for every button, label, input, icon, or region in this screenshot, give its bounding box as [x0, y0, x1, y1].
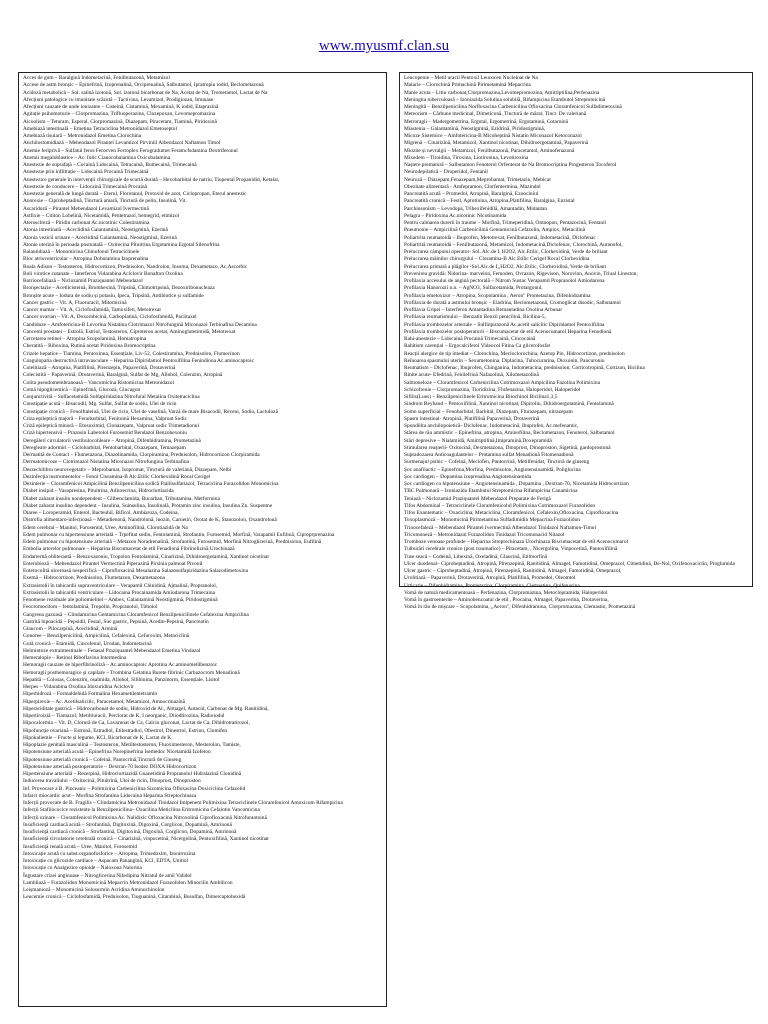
drug-index-entry: Salmoneloze – Cloramfenicol Carbenicilina Cotrimoxazol Ampicilina Fazolina Polimixina: [404, 379, 600, 386]
drug-index-entry: Diabet insipid – Vasopresina, Pituitrina, Adiurecrina, Hidroclortiazida: [23, 488, 174, 495]
drug-index-entry: Stimularea reașterii- Oxitocină, Dexmetazona, Dinoprost, Dinoproston, Sigetină, gardoprostonă: [404, 444, 611, 451]
drug-index-entry: Crizele hepatice – Tiamina, Pentoxinna, Essențiale, Liv-52, Colestiramina, Prednisolon, Flumecinon: [23, 350, 240, 357]
drug-index-entry: Constipație cronică – Fenolftaleină, Ulei de ricin, Ulei de vaselină, Varză de mare Bisacodil, Reveni, Sodiu, Lactuloză: [23, 408, 278, 415]
drug-index-entry: Neuroză – Diazepam,Fenazepam,Meprobamat, Trimetazin, Mebicar: [404, 176, 551, 183]
drug-index-entry: Prelucrarea mâinilor chirurgului – Cloramina-B Alc.Etilic Cerigel Rocal Clorhexidina: [404, 256, 590, 263]
drug-index-entry: Pneumonie – Ampicilină Carbenicilină Gentamicină Cefazolin, Ampiox, Metacilină: [404, 227, 585, 234]
drug-index-entry: Șoc cardiogen cu hipotensiune – Angiotensinamida , Dopamina , Dextran-70, Nicetamida Hidrocortizon: [404, 481, 629, 487]
drug-index-entry: Ulcer gastric – Ciproheptadină, Atropină, Pirenzepină, Ranitidină, Almagel, Famotidină, Omeprazol,: [404, 568, 622, 574]
drug-index-entry: Diabet zaharat insulino dependent – Insulina, Suinsulina, Insulinală, Protamin zinc insulina, Insulina Zn. Suspentne: [23, 502, 273, 509]
drug-index-entry: Toxoplasmoză – Monomicină Pirimetamina Sulfadimidin Mepacrina Furazolidon: [404, 517, 580, 524]
drug-index-entry: Alcoolism – Teturam, Esperal, Clorpromazină, Diazepam, Piracetam, Tiamină, Piridoxină: [23, 118, 217, 125]
drug-index-entry: Herpes – Vidarabina Oxolina Idoxuridina Aciclovir: [23, 684, 134, 690]
drug-index-entry: Coagulopatia destructivă intravasculare – Heparina Dipiridamol Pentoxifilina Fenindiona Ac.aminocaproic: [23, 357, 254, 364]
drug-index-entry: Aterosclreză – Piridin carbonat Ac.nicotinic Colestiramina: [23, 220, 150, 226]
drug-index-entry: Tulburări cerebrale cronice (post traumatice) – Piracetam, , Nicergolina, Vinpocetină, Pantoxifilină: [404, 546, 618, 553]
drug-index-entry: Enterobioză – Mebendazol Pirantel Vermectină Piperazină Pirsinia palmoat Pivonil: [23, 560, 203, 567]
drug-index-entry: Anestezie prin infiltrație – Lidocaină Procaină Trimecaină: [23, 169, 149, 176]
drug-index-entry: Bronșectazie – Acetilcisteină, Bromhexină, Tripsină, Chimotripsină, Dezoxiribonucleaza: [23, 285, 215, 292]
drug-index-entry: Fenomene reziduale ale poliomielitei – Ambex, Galantamină Neostigmină, Piridostigmină: [23, 597, 218, 603]
drug-index-entry: Comă hipoglicemică – Epinefrină, Glucoză, Glucagon: [23, 386, 141, 393]
drug-index-entry: Diaree – Loroperamid, Enterol, Bacteubil, Bificol, Ambiaroza, Codeina,: [23, 510, 179, 516]
drug-index-entry: Anestezice generale în intervenții chirurgicale de scurtă durată – Hexobarbital de natriu, Tiopental Propanidid, Ketalar,: [23, 176, 280, 183]
drug-index-entry: Miozite și nevralgii – Metamizol, Fenilbutazonă, Paracetamol, Aminofenazonă: [404, 147, 575, 154]
drug-index-entry: Leucopenie – Metil uracil Pentoxil Leucocen Nucleinat de Na: [404, 75, 538, 81]
drug-index-entry: Hemoragii posthemoragice și capilare – Trombina Gelatina Burete fibrinic Carbazocrom Menadionă: [23, 669, 240, 676]
drug-index-entry: Obezitate alimentară - Amfepramon, Clorfentermina, Mazindol: [404, 183, 541, 190]
drug-index-entry: Ascaridoză – Pirantel Mebendazol Levamizol Ivermectină: [23, 205, 149, 212]
drug-index-entry: Candidoze – Amfotericina-B Levorina Nistatina Clotrimazol Nitrofungină Miconazol Terbinafina Decamina: [23, 321, 257, 328]
drug-index-entry: Naștere prematură – Salbutamon Fenoterol Orfenterat de Na Bromocriptina Progesteron Tocoferol: [404, 162, 617, 168]
drug-index-entry: Hipotensiune arterială cronică – Cofeină, Pantocrină,Tinctură de Ginseng: [23, 756, 182, 763]
drug-index-entry: Rahitism carențial – Ergocalciferol Videocol Fitina Ca glicerofosfat: [404, 343, 551, 350]
drug-index-entry: Cancer gastric – Vit. A, Fluoruracil, Mitomicină: [23, 299, 127, 306]
drug-index-entry: Intoxicație cu Analgezice opioide – Naloxona Nalorina: [23, 865, 142, 872]
drug-index-entry: Acidoză metabolică – Sol. salină izotonă, Sol. izotonă bicarbonat de Na, Acetat de Na, Trometamol, Lactat de Na: [23, 89, 268, 96]
drug-index-entry: Infecții urinare – Cloramfenicol Polimixina Ac. Nalidixic Ofloxacina Nitroxolină Ciprofloxacină Nitrofurantoină: [23, 814, 267, 821]
drug-index-entry: Acces de gutn – Baralgină Indometacină, Fenilbutazonă, Metamizol: [23, 75, 170, 81]
drug-index-entry: Leișmanioză – Monomicină Solusurmin Acridina Aminochinolon: [23, 887, 165, 893]
drug-index-entry: Șoc anafilactic – Epinefrina,Morfina, Prednisolon, Angiotensinamidă, Poliglucina: [404, 466, 581, 473]
drug-index-entry: Surmenajul psihic – Cofeină, Meclofen, Pantocrină, Metilfenidat, Tinctură de ginseng: [404, 459, 590, 466]
drug-index-entry: Dezinterie – Cloramfenicol Ampicilină Benzilpenicilina sodică Ftalilsulfatiazol, Tetraciclina Furazolidon Monomicina: [23, 481, 279, 487]
drug-index-entry: Botriocefaliază – Niclozamid Praziquantel Mebendazol: [23, 278, 143, 284]
drug-index-entry: Stări depresive – Nialamidă, Amitriptilină,Imipramină,Doxepramidă: [404, 437, 552, 444]
right-drug-index-column: [399, 72, 753, 611]
drug-index-entry: Criză epileptică minoră – Etosuximid, Clonazepam, Valproat sodic Trimetadionul: [23, 423, 199, 429]
drug-index-entry: Criză hipertensivă – Prazosin Labetolol Furosemid Bendazol Benzohexoniu: [23, 430, 187, 437]
drug-index-entry: Profilaxia trombozelor postoperatorii – Biscumacetat de etil Acenocumarol Heparina Fenodionă: [404, 328, 612, 335]
drug-index-entry: Hepatită – Colosas, Colenzim, osalmida, Allohol, Silibinina, Panzinorm, Essențiale, Lisitol: [23, 676, 220, 683]
drug-index-entry: Cancer mamar – Vit. A, Ciclofosfamidă, Tamoxifen, Metotrexat: [23, 307, 161, 313]
drug-index-entry: Distrofia alimentaro-infecțioasă – Metadienonă, Nandrolonă, inozin, Carnetin, Orotat de K, Stanozolon, Oxandrolonă: [23, 517, 277, 524]
drug-index-entry: Pancreatită acută – Promedol, Atropină, Baralgină, Ezoociniul: [404, 191, 539, 197]
drug-index-entry: Reumatism – Diclofenac, Ibuprofen, Chinganina, Indometacina, prednisolon, Corticotropină, Cortizon, Bicilina: [404, 365, 645, 371]
drug-index-entry: Bronșite acute – Iodura de sodiu și potasiu, Ipeca, Tripsină, Antibiotice și sulfamide: [23, 292, 204, 299]
drug-index-entry: Prevenirea gravidă: Nidorina- marvelon, Femoden, Ovrazon, Rigevison, Norovlon, Anovin, Triual Lineston,: [404, 270, 638, 277]
drug-index-entry: Prelucrarea câmpului operator- Sol. Alc.de I, H2O2, Alc.Etilic, Clorhexidină, Verde de briliant: [404, 249, 608, 255]
drug-index-entry: Anestezie de suprafață – Cocaină Lidocaină, Tetracaină, Bumecaină, Trimecaină: [23, 162, 197, 168]
drug-index-entry: Stărea de rău ammistic – Epinefrina, atropina, Aminofilina, Beclometazon, Fenoterol, Salbutamol: [404, 430, 615, 437]
drug-index-entry: Edem cerebral – Manitol, Furosemid, Uree, Aminofilină, Clorotiazidă de Na: [23, 524, 188, 531]
drug-index-entry: Accese de astm bronșic – Epinefrină, Izoprenalină, Orciprenalină, Salbutamol, Ipratropiu iodid, Beclometazonă: [23, 82, 264, 89]
drug-index-entry: Profilaxia Gripei – Interferon Amantadina Remantadina Oxolina Arbunar: [404, 307, 563, 313]
drug-index-entry: Atonia intestinală – Aceclidină Galantamină, Neostigmină, Ezerină: [23, 227, 168, 234]
drug-index-entry: Extrasistolii în tahicardii supraventriculare – Verapamil Chinidină, Ajmalină, Propranolol,: [23, 582, 218, 589]
drug-index-entry: Tifos Abdominal – Tetraciclinele Cloramfenicolul Polimixina Cotrimoxazol Furazolidon: [404, 502, 596, 509]
drug-index-entry: Embolia arterelor pulmonare – Heparina Biscumacetat de etil Fenadionă Fibrinolizină Urochinază: [23, 546, 235, 553]
drug-index-entry: Prelucrarea primară a plăgilor -Sol.Alc.de I,,H2O2, Alc.Etilic, Clorhexidină, Verde de briliant: [404, 263, 606, 270]
drug-index-entry: Profilaxia accesului de angină pectorală – Nitrom Sustac Verapamil Propranolol Amiodarona: [404, 278, 605, 284]
left-drug-index-column: [18, 72, 387, 1007]
drug-index-entry: Infecții Stafilococice rezistente la Benzilpenicilina– Oxacilina Meticilina Eritromicina Cefalotin Vancomicina: [23, 807, 260, 814]
drug-index-entry: Afecțiuni cauzate de unde ionizante – Cisteină, Cistamină, Mexamină, K iodid, Etaprazină: [23, 104, 219, 110]
drug-index-entry: Cercetarea retinei – Atropina Scopolamină, Homatropina: [23, 336, 147, 342]
drug-index-entry: Hemeralopie – Retinol Riboflavina Intermedina: [23, 655, 127, 661]
drug-index-entry: Anestezie de conducere – Lidocaină Trimecaină Procaină: [23, 183, 147, 190]
drug-index-entry: Profilaxia de durată a astmului bronșic – Eladrina, Beclometazonă, Cromoglicat disodic, Salbutamol: [404, 299, 621, 306]
drug-index-entry: Profilaxia Hanorozii n.n. – AgNO3, Sulfacetamida, Protargonul,: [404, 285, 543, 292]
drug-index-entry: Feocromocitom – fentolamină, Tropolin, Propranolol, Timolol: [23, 604, 158, 611]
drug-index-entry: Teniază – Niclozamid Praziquantel Mebendazol Preparate de Ferigă: [404, 495, 551, 502]
drug-index-entry: Schizofrenie – Clorpromazina, Tioridizina, Flufenazina, Haloperidol, Haloperidol: [404, 386, 581, 393]
drug-index-entry: Edem pulmonar cu hipotensiune arterială – Metazon Noradrenalină, Strofantină, Furosemid, Morfină Nitroglicerină, Prednisolon, Eufilină: [23, 539, 322, 545]
drug-index-entry: Meningita tuberculoasă – Izoniazida Solutina solubilă, Rifampicina Etambutol Streptomicină: [404, 96, 606, 103]
drug-index-entry: Atonie uterină în perioada postnatală – Oxitocina Pituitrina Ergotamina Ergotal Silenofrina: [23, 241, 220, 248]
drug-index-entry: Hipofuncție ovariană – Estronă, Estradiol, Etilestradiol, Obestrol, Dinestrol, Estrion, Clomifen: [23, 727, 228, 734]
drug-index-entry: Vomă de natură medicamentoasă – Perfenazina, Clorpromazina, Metoclopramida, Haloperidol: [404, 589, 608, 596]
drug-index-entry: Conjunctivită – Sulfacetamidă Sulfapiridazina Nitrofural Metalina Oxitetraciclina: [23, 394, 200, 400]
drug-index-entry: Deszechilibru neurovegetativ – Meprobamat, Isopromat, Tinctură de valeriană, Diazepam, Nelbi: [23, 466, 232, 473]
drug-index-entry: Cancer ovarian – Vit. A, Doxorubicină, Carboplatină, Ciclofosfamidă, Paclitaxel: [23, 314, 197, 321]
drug-index-entry: Vomă în gastroenterite – Aminobenzoatul de etil , Procaina, Almagel, Papaverina, Drotaverina,: [404, 597, 609, 603]
drug-index-entry: Insuficiență cardiacă cronică – Strofantină, Digitoxină, Digoxină, Corglicon, Dopamină, Amrinonă: [23, 829, 237, 835]
drug-index-entry: Spondilita anchilopoietică- Diclofenac, Indometacină, Ibuprofen, Ac.mefenamic,: [404, 423, 579, 429]
drug-index-entry: Intoxicație acută cu subst.organofosforice – Atropina, Trimedoxim, Izonitrozina: [23, 850, 196, 857]
drug-index-entry: Hiperpirexie – Ac. Acetilsalicilic, Paracetamol, Metamizol, Amnocrinazină: [23, 698, 185, 705]
drug-index-entry: Enterocolită ulceroasă nespecifică – Ciprofloxacină Mesalazina Salazosulfapiridazina Salazodimetoxina: [23, 568, 248, 574]
drug-index-entry: Afecțiuni patologice cu imunitate scăzută – Tactivina, Levamizol, Prodigiozan, Imunase: [23, 96, 214, 103]
drug-index-entry: Malarie – Clorochină Primachină Pirimetamină Mepacrina: [404, 82, 531, 89]
drug-index-entry: Neurodepilatică – Droperidol, Fentanil: [404, 169, 488, 176]
drug-index-entry: Anorexie – Ciproheptadină, Tinctură amară, Tinctură de pelin, Insulină, Vit.: [23, 198, 187, 205]
drug-index-entry: Meningită – Benzilpenicilina Norfloxacina Carbenicilina Ofloxacina Cloramfenicol Sulfadimetoxină: [404, 104, 622, 110]
drug-index-entry: TBC Pulmonară – Izoniazida Etambutol Streptomicina Rifampicina Canamicina: [404, 488, 578, 495]
drug-index-entry: Reînoarea spasmului uterin – Sexumetonina, Diplacina, Tubocurarina, Dioxonin, Pancuroniu: [404, 357, 605, 364]
drug-index-entry: Hiperhidroză – Formaldehidă Formalina Hexametilentetramin: [23, 691, 158, 698]
drug-index-entry: Poliartrita reumatoidă – Ibuprofen, Metotrexat, Fenilbutazonă, Indometacină, Diclofenac: [404, 234, 596, 241]
drug-index-entry: Amebiază tisulară – Metronidazol Emetina Clorochina: [23, 133, 142, 139]
drug-index-entry: Bloc atrioventricular – Atropina Dobutamina Izoprenalina: [23, 256, 149, 263]
drug-index-entry: Hipertiroiziă – Tiamazol, Metiltiuracil, Perclorat de K, I neorganic, Diiodtirozina, Radioiodul: [23, 713, 225, 719]
drug-index-entry: Infarct miocardic acut – Morfina Strofantina Lidocaina Heparina Streptochinaza: [23, 792, 197, 799]
drug-index-entry: Helmintoze extraintestinale – Fenasal Praziquantel Mebendazol Emetina Vindazol: [23, 647, 201, 654]
drug-index-entry: Supradozarea Anticoagulantelor – Protamina sulfat Menadionă Fitomenadionă: [404, 452, 574, 458]
drug-index-entry: Agitație psihomotorie – Clorpromazina, Trifluoperazina, Clozepoxan, Levomepromazina: [23, 111, 216, 118]
drug-index-entry: Dermatomicoze – Clotrimazol Nistatina Miconazol Nitrofungina Terbinafina: [23, 459, 189, 466]
drug-index-entry: Inf. Provocare a B. Pioceanic – Polimixina Carbenicilina Sizomicina Ofloxacina Doxiciclina Cefazolid: [23, 785, 246, 792]
drug-index-entry: Exemă – Hidrocortizon, Prednisolon, Flumetazon, Dexametazona: [23, 575, 165, 582]
drug-index-entry: Hipotensiune arterială postoperatorie – Dextran-70 Isodez DOXA Hidrocortizon: [23, 763, 197, 770]
drug-index-entry: Pentru calmarea durerii în traume – Morfină, Trimeperidină, Omnopon, Pentazocină, Fentanil: [404, 220, 607, 226]
drug-index-entry: Manie acuta – Litiu carbonat,Clorpromazina,Levomepromozina, Amitriptilina,Perfenazina: [404, 89, 600, 96]
drug-index-entry: Edem pulmonar cu hipertensiune arterială – Trpefitat sodiu, Fentolamină, Strofantin, Furosemid, Morfină, Varapamil Eufilină, Ciproprprenazina: [23, 531, 335, 538]
drug-index-entry: Boala Adison – Testosteron, Hidrocortizon, Prednisolon, Nandrolon, Insoma, Dexametazo, Ac.Ascorbic: [23, 263, 248, 270]
drug-index-entry: Tricomoneză – Metronidazol Furazolidon Tinidazol Tricomonacid Nitazol: [404, 531, 565, 538]
drug-index-entry: Hemoragii cauzate de hiperfibrinoliză – Ac.aminocaproic Aprotina Ac.aminometilbenzoic: [23, 662, 218, 669]
drug-index-entry: Trinocefaleză – Mebendazol Pirantel Ivermectină Albendazol Tinidazol Naftamon-Timol: [404, 524, 596, 531]
drug-index-entry: Miastenia – Galantamină, Neostigmină, Ezidrină, Piridostigmină,: [404, 125, 546, 132]
drug-index-entry: Metroragii – Madergometrina, Ergotal, Ergometrină, Ergotamină, Cotarnină: [404, 118, 568, 125]
drug-index-entry: Deregăleri circulatorii vestibulocohleare – Atropină, Difenhidramina, Prometazină: [23, 437, 201, 444]
drug-index-entry: Tifos Exantematic – Oxaciclina, Metaciclina, Cloramfenicol, Cefalexin,Ofloxacina, Ciprofloxacina: [404, 510, 619, 516]
drug-index-entry: Colita pseudomembranoasă – Vancomicina Ristomicina Metronidazol: [23, 379, 174, 386]
drug-index-entry: Constipație acută – Bisacodil, Mg. Sulfat, Sulfat de sodiu, Ulei de ricin: [23, 401, 177, 408]
drug-index-entry: Criza epileptică majoră – Fenobarbital, Fenitoină Hexamina, Valproat Sodic: [23, 415, 187, 422]
drug-index-entry: Amebiază intestinală – Emetina Tetraciclina Metronidazol Emetoseptol: [23, 125, 177, 132]
drug-index-entry: Anemie feriprivă – Sulfatul feros Ferocven Ferroplex Ferogradumet Feramcfsdamina Dextriferonul: [23, 147, 238, 154]
drug-index-entry: Atonia vezicii urinare – Aceclidină Galantamină, Neostigmină, Ezerină: [23, 234, 177, 241]
drug-index-entry: Meteorism – Cărbune medicinal, Dimeticonă, Tinctură de mărar, Tinct. De valeriană: [404, 111, 587, 118]
drug-index-entry: Îngustare crizei anginoase – Nitroglicerina Nifedipina Nitratul de amil Validol: [23, 872, 192, 879]
drug-index-entry: Leucemie cronică – Ciclofosfamidă, Prednisolon, Tioguanină, Citarabină, Busulfan, Dimercaptohexidă: [23, 894, 246, 901]
drug-index-entry: Canceml prostatei – Estrolă, Estriol, Testosteron, Ciproteron acetat, Aminoglutetimidă, Metotrexat: [23, 328, 236, 335]
drug-index-entry: Colecistită – Papaverină, Drotaverină, Baralgină, Sulfat de Mg, Allohol, Colenzim, Atropină: [23, 372, 223, 379]
drug-index-entry: Profilaxia emetoxizor – Atropina, Scopolamina , Aeron" Prometazina, Difenhidramina: [404, 292, 591, 299]
drug-index-entry: Diabet zaharat insulin nondependent – Glibenclamida, Bucarban, Tributamina, Metformina: [23, 495, 220, 502]
drug-index-entry: Spasm intestinal- Atropină, Platifilină Papaverină, Drotaverină: [404, 415, 540, 422]
drug-index-entry: Lambliază – Furazolidon Monomicină Mepacrin Metronidazol Furazolidon Minocilin Ambilicon: [23, 879, 233, 886]
drug-index-entry: Sindrom Reybaud – Pentoxifilină, Xantinol nicotinat, Dipirolin, Dihidroergotamină, Fentolamină: [404, 401, 614, 408]
drug-index-entry: Balantidiază – Monomicina Chinofonul Tetraciclinele: [23, 249, 140, 255]
drug-index-entry: Reacții alergice de tip imediat – Clorochina, Mecloclorochina, Azetop Pin, Hidrocortizon, prednisolon: [404, 350, 625, 357]
drug-index-entry: Gonoree – Benzilpenicilină, Ampicilină, Cefalexină, Cefuroxim, Metaciclină: [23, 633, 190, 640]
drug-index-entry: Sifilis(Lues) – Benzilpenicilinele Eritromicina Biiochinol Bicilina1,3,5: [404, 394, 558, 400]
drug-index-entry: Parchinsonism – Levodopa, Trihexifenidilă, Amantadin, Midantan: [404, 205, 548, 212]
drug-index-entry: Urolitiază – Papaverină, Drotaverină, Atropină, Platifilină, Promedol, Oleomtol: [404, 575, 576, 582]
drug-index-entry: Hipokaliemie – Fructe și legume, KCl, Bicarbonat de K, Lactat de K: [23, 734, 172, 741]
drug-index-entry: Rinite acute- Efedrină, Fenilefrină Nafazolină, Xilometazolină: [404, 372, 539, 379]
drug-index-entry: Anemii megaloblastice – Ac. folic Cianocobalamina Oxicobalamina: [23, 154, 171, 161]
drug-index-entry: Urticarie – Difenhidramina, Prometazina, Clorpiramina, Clemastina, Quifenacina: [404, 582, 580, 589]
drug-index-entry: Deregleare adormiri – Ciclobarbital, Pentobarbital, Oxazepam, Temazepam: [23, 444, 186, 451]
drug-index-entry: Tuse seacă – Codeină, Libexină, Oxeladină, Glaucină, Etilmorfină: [404, 553, 548, 560]
drug-index-entry: Gastrită hipoacidă – Pepsidil, Festal, Suc gastric, Pepsină, Acedin-Pepsină, Pancreatin: [23, 618, 209, 625]
drug-index-entry: Pelagra – Piridoxina Ac.nicotinic Nicotinamida: [404, 212, 507, 219]
drug-index-entry: Colelitiază – Atropina, Platifilină, Pirenzepin, Papaverină, Drotaverină: [23, 365, 176, 371]
drug-index-entry: Extrasistolii în tahicardii ventriculare – Lidocaina Procainamida Amiodarona Trimecaina: [23, 589, 215, 596]
drug-index-entry: Insuficiență cardiacă acută – Strofantină, Digitoxină, Digoxină, Corglicon, Dopamină, Amrinonă: [23, 821, 232, 828]
drug-index-entry: Cheratită – Riboxina, Rutină acetat Piridoxina Bromocriptina: [23, 343, 156, 350]
drug-index-entry: Insuficiență renală acută – Uree, Manitol, Furosemid: [23, 843, 138, 850]
drug-index-entry: Hipertensiune arterială – Rezerpină, Hidroclortiazidă Guanetidină Propranolol Hidralazină Clonidină: [23, 771, 242, 777]
drug-index-entry: Gangrena gazoasă – Clindamicina Gentamicina Cloramfenicol Benzilpenicilinele Cefalexina Ampicilina: [23, 611, 249, 618]
site-url-link[interactable]: www.myusmf.clan.su: [318, 38, 450, 54]
drug-index-entry: Boli virotice cutanate – Interferon Vidarabina Aciclovir Bonafton Oxolina: [23, 270, 183, 277]
drug-index-entry: Micoze Sistemice – Amfotericina-B Micoheptină Nistatin Miconazol Ketoconazol: [404, 133, 582, 139]
drug-index-entry: Infecții provocate de B. Fragilis – Clindamicina Metronidazol Tinidazol Imipenem Polimixina Tetraciclinele Cloramfenicol Amoxicum Rifampicina: [23, 800, 343, 806]
drug-index-entry: Inducerea travaliului – Oxitocină, Pituitrină, Ulei de ricin, Dinoprost, Dinoproston: [23, 778, 201, 785]
drug-index-entry: Astfixie – Cititon Lobelină, Nicetamidă, Pentetrazol, bemegrid, etimizol: [23, 212, 180, 219]
drug-index-entry: Vomă în rău de mișcare – Scopolamina, „Aeron", Difenhidramina, Clorpromazina, Clemastin, Prometazină: [404, 604, 636, 611]
drug-index-entry: Hiperaciditate gastrică – Hidrocarbonat de sodiu, Hidroxid de Al., Almagel, Antacid, Carbonat de Mg. Ranitidină,: [23, 705, 269, 712]
drug-index-entry: Poliartrită reumatoidă – Fenilbutazonă, Metamizol, Indometacină,Diclofenac, Clorochină, Auranofol,: [404, 241, 623, 248]
drug-index-entry: Intoxicație cu glicozide cardiace – Aspacam Panangină, KCl, EDTA, Unitiol: [23, 858, 189, 864]
drug-index-entry: Profilaxia trombozelor arteriale – Sulfinpirazonă Ac.acetil salicilic Dipiridamol Pentoxifilina: [404, 321, 605, 328]
drug-index-entry: Ulcer duodenal– Ciproheptadină, Atropină, Pirenzepină, Ranitidină, Almagel, Famotidină, Omeprazol, Cimetidină, De-Nol, Oxifenoxaciclin, Proglumida: [404, 560, 735, 567]
drug-index-entry: Gută cronică – Etamidă, Cincofenul, Urodan, Indometacină: [23, 640, 152, 647]
drug-index-entry: Tromboze venoase profunde – Heparina Streptochinaza Urochinaza Biscumacetat de etil Acenocumarol: [404, 539, 629, 545]
drug-index-entry: Hipocalcemia – Vit. D, Clorură de Ca, Lavarunat de Ca, Calciu gluconat, Lactat de Ca, Dihidrotratirozol,: [23, 720, 250, 727]
drug-index-entry: Migrenă – Cinarizină, Metamizol, Xantinol nicotinat, Dihidroergotamină, Papaverină: [404, 140, 589, 147]
drug-index-entry: Hipoplazie genitală masculină – Testosteron, Metiltestosteron, Fluoximesteron, Mesterolon, Tamiste,: [23, 742, 241, 748]
drug-index-entry: Profilaxia reumatismului – Benzatin Benzil penicilină, Bicilina-5,: [404, 314, 546, 321]
drug-index-entry: Insuficiență circulatorie cerebrală cronică – Cinarizină, vinpocetină, Nicergolină, Pentoxifilină, Xantinol nicotinat: [23, 836, 269, 843]
drug-index-entry: Endarterită obliterantă – Benzoxazoniu, Tropolon Fentolamină, Cinarizină, Dihidroergotamină, Xantinol nicotinat: [23, 553, 269, 560]
drug-index-entry: Dezinfecția instrumentelor – Fenol Cloramina-B Alc.Etilic Clorhexidină Rocal Cerigel: [23, 473, 211, 480]
drug-index-entry: Pancreatită cronică – Festl, Aprotinina, Atropina,Platifilina, Baralgina, Enzistal: [404, 198, 575, 205]
drug-index-entry: Anchilostomidiază – Mebendazol Pirantel Levamizol Pirviniil Albendazol Naftamon Timol: [23, 140, 221, 147]
drug-index-entry: Mixedem – Tiroidina, Tiroxina, Liotironina, Levotiroxina: [404, 154, 529, 161]
drug-index-entry: Rahi-anestezie – Lidocaină Procaină Trimecaină, Cincocaină: [404, 336, 536, 342]
drug-index-entry: Șoc cardiogen – Dopamina izoprenalina Angiotensinamida: [404, 473, 532, 480]
drug-index-entry: Glaucom – Pilocarpină, Aceclidină, Armină: [23, 626, 118, 632]
drug-index-entry: Somn superficial – Fenobarbital, Barbital, Diazepam, Flurazepam, nitrazepam: [404, 408, 573, 415]
drug-index-entry: Dermatită de Contact – Flumetazona, Diazolinamida, Clorpiramina, Prednisolon, Hidrocortizon Clorpiramida: [23, 452, 260, 458]
drug-index-entry: Anestezie generală de lungă durată – Eterul, Florotanul, Protoxid de azot, Ciclopropan, Eterul anestezic: [23, 191, 247, 197]
drug-index-entry: Hipotensiune arterială acută – Epinefrina Norepinefrina Isemedoc Nicetamidă Izofeton: [23, 749, 211, 756]
